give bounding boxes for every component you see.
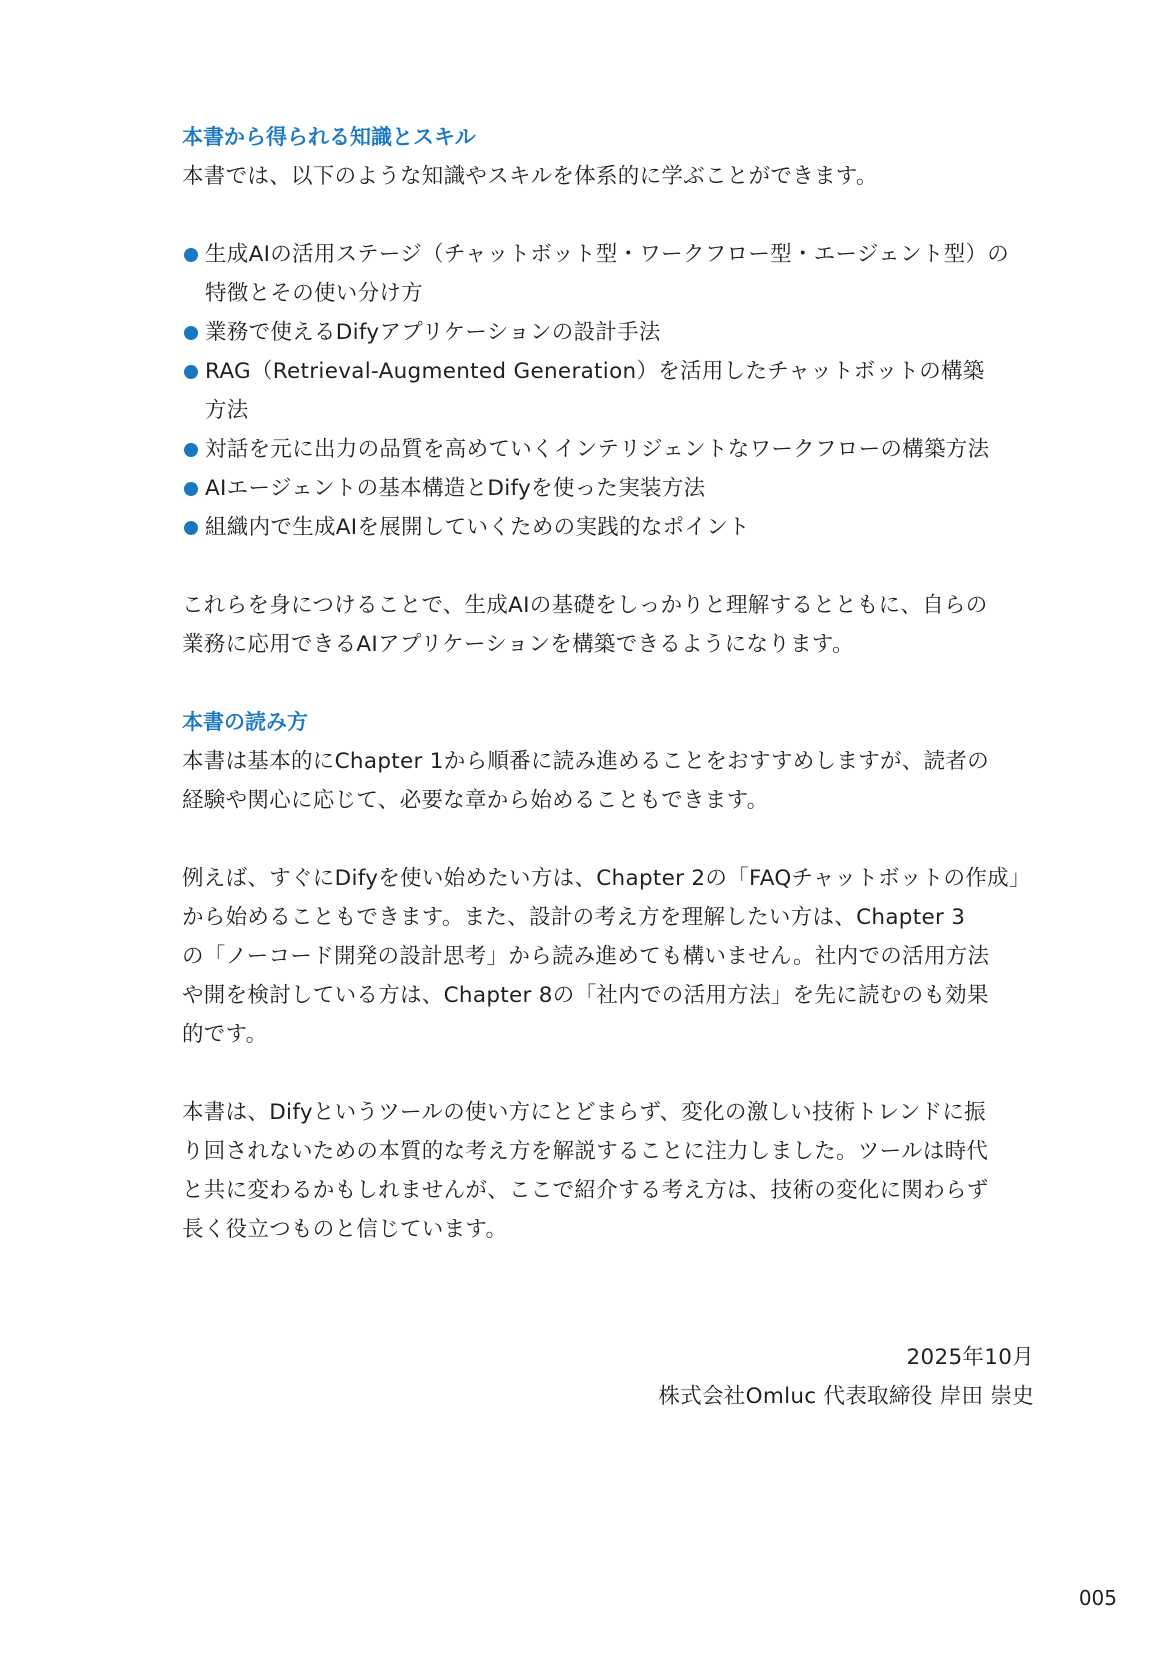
bullet-dot-icon [184,326,198,340]
paragraph-line: 例えば、すぐにDifyを使い始めたい方は、Chapter 2の「FAQチャットボットの作成」 [182,866,1031,891]
spacer [182,547,1034,586]
spacer [182,196,1034,235]
list-item-text: AIエージェントの基本構造とDifyを使った実装方法 [205,476,706,501]
list-item-text: RAG（Retrieval-Augmented Generation）を活用したチャットボットの構築 [205,359,985,384]
list-item [182,313,1034,352]
section-intro: 本書では、以下のような知識やスキルを体系的に学ぶことができます。 [182,164,878,189]
paragraph-line: や開を検討している方は、Chapter 8の「社内での活用方法」を先に読むのも効果 [182,983,989,1008]
paragraph-line: の「ノーコード開発の設計思考」から読み進めても構いません。社内での活用方法 [182,944,990,969]
spacer [182,1054,1034,1093]
section-heading-knowledge-skills: 本書から得られる知識とスキル [182,125,476,149]
list-item-text: 組織内で生成AIを展開していくための実践的なポイント [205,515,750,540]
signature-author: 株式会社Omluc 代表取締役 岸田 崇史 [658,1384,1034,1409]
paragraph-line: 本書は、Difyというツールの使い方にとどまらず、変化の激しい技術トレンドに振 [182,1100,986,1125]
paragraph-line: 本書は基本的にChapter 1から順番に読み進めることをおすすめしますが、読者の [182,749,989,774]
list-item [182,352,1034,430]
list-item-text: 特徴とその使い分け方 [205,281,424,306]
list-item [182,469,1034,508]
list-item [182,235,1034,313]
list-item-text: 生成AIの活用ステージ（チャットボット型・ワークフロー型・エージェント型）の [205,242,1010,267]
summary-paragraph-line: これらを身につけることで、生成AIの基礎をしっかりと理解するとともに、自らの [182,593,988,618]
list-item-text: 業務で使えるDifyアプリケーションの設計手法 [205,320,661,345]
list-item-text: 方法 [205,398,249,423]
bullet-dot-icon [184,521,198,535]
paragraph-line: 的です。 [182,1022,268,1047]
bullet-dot-icon [184,365,198,379]
paragraph-line: から始めることもできます。また、設計の考え方を理解したい方は、Chapter 3 [182,905,966,930]
signature-date: 2025年10月 [906,1345,1034,1370]
signature-block [658,1338,1034,1416]
summary-paragraph-line: 業務に応用できるAIアプリケーションを構築できるようになります。 [182,632,854,657]
paragraph-line: と共に変わるかもしれませんが、ここで紹介する考え方は、技術の変化に関わらず [182,1178,989,1203]
paragraph-line: 経験や関心に応じて、必要な章から始めることもできます。 [182,788,769,813]
skills-bullet-list [182,235,1034,547]
list-item [182,508,1034,547]
bullet-dot-icon [184,248,198,262]
paragraph-line: 長く役立つものと信じています。 [182,1217,508,1242]
list-item-text: 対話を元に出力の品質を高めていくインテリジェントなワークフローの構築方法 [205,437,990,462]
bullet-dot-icon [184,443,198,457]
list-item [182,430,1034,469]
section-heading-how-to-read: 本書の読み方 [182,710,308,734]
spacer [182,820,1034,859]
paragraph-line: り回されないための本質的な考え方を解説することに注力しました。ツールは時代 [182,1139,989,1164]
bullet-dot-icon [184,482,198,496]
spacer [182,664,1034,703]
main-content [182,118,1034,1249]
page-number: 005 [1078,1586,1117,1610]
